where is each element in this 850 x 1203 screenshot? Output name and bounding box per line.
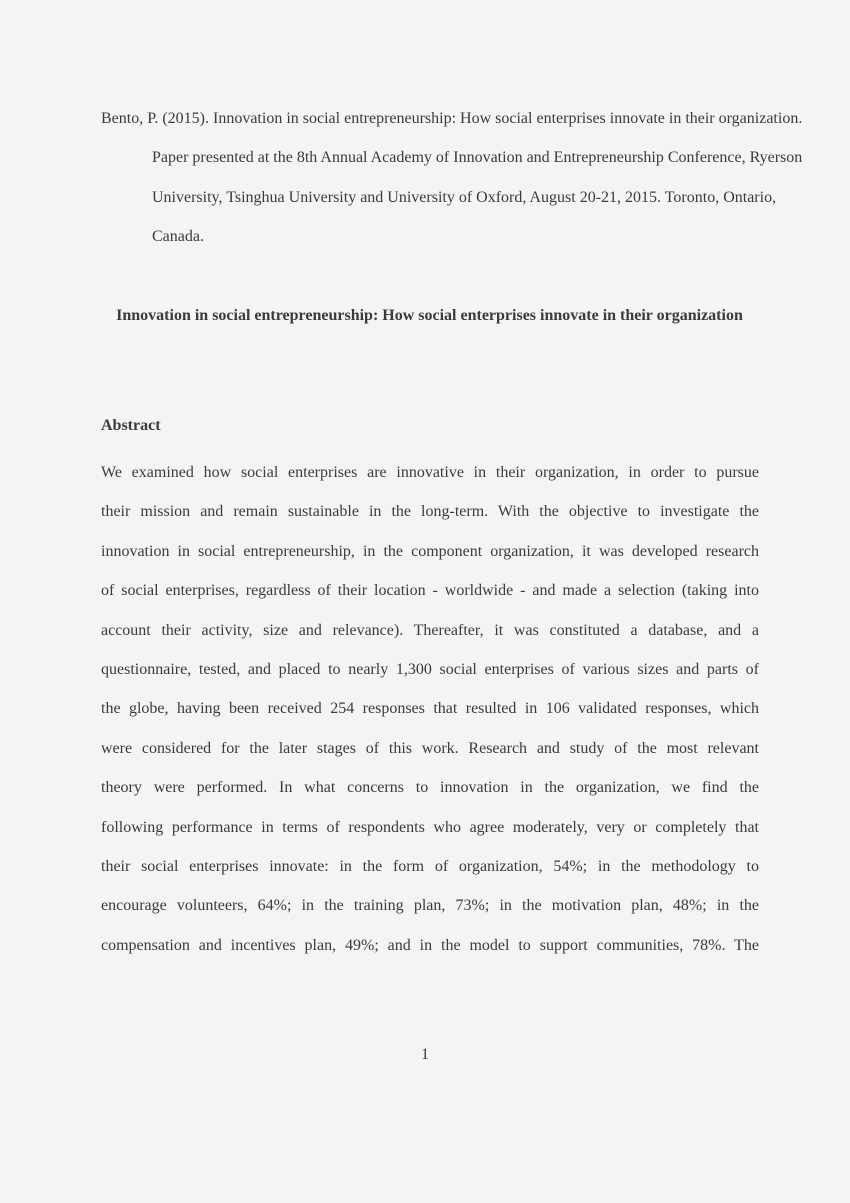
abstract-line: questionnaire, tested, and placed to nearly 1,300 social enterprises of various sizes and parts of [101,660,759,678]
abstract-line: following performance in terms of respondents who agree moderately, very or completely that [101,818,759,836]
abstract-line: We examined how social enterprises are innovative in their organization, in order to pursue [101,464,759,481]
abstract-line: compensation and incentives plan, 49%; and in the model to support communities, 78%. The [101,936,759,954]
abstract-line: the globe, having been received 254 responses that resulted in 106 validated responses, which [101,700,759,718]
page-number: 1 [421,1046,429,1063]
abstract-line: their social enterprises innovate: in the form of organization, 54%; in the methodology to [101,857,759,875]
abstract-heading: Abstract [101,417,161,434]
abstract-body [101,453,759,965]
abstract-line: were considered for the later stages of this work. Research and study of the most relevant [101,739,759,757]
paper-title: Innovation in social entrepreneurship: How social enterprises innovate in their organization [116,307,743,324]
abstract-line: innovation in social entrepreneurship, in the component organization, it was developed research [101,542,759,560]
abstract-line: encourage volunteers, 64%; in the training plan, 73%; in the motivation plan, 48%; in the [101,897,759,915]
citation-reference: Bento, P. (2015). Innovation in social entrepreneurship: How social enterprises innovate in their organization. Paper presented at the 8th Annual Academy of Innovation and Entrepreneurship Conference, Ryerson University, Tsinghua University and University of Oxford, August 20-21, 2015. Toronto, Ontario, Canada. [101,110,803,246]
abstract-line: their mission and remain sustainable in the long-term. With the objective to investigate the [101,503,759,521]
abstract-line: theory were performed. In what concerns to innovation in the organization, we find the [101,779,759,797]
abstract-line: account their activity, size and relevance). Thereafter, it was constituted a database, and a [101,621,759,639]
abstract-line: of social enterprises, regardless of their location - worldwide - and made a selection (taking into [101,582,759,600]
